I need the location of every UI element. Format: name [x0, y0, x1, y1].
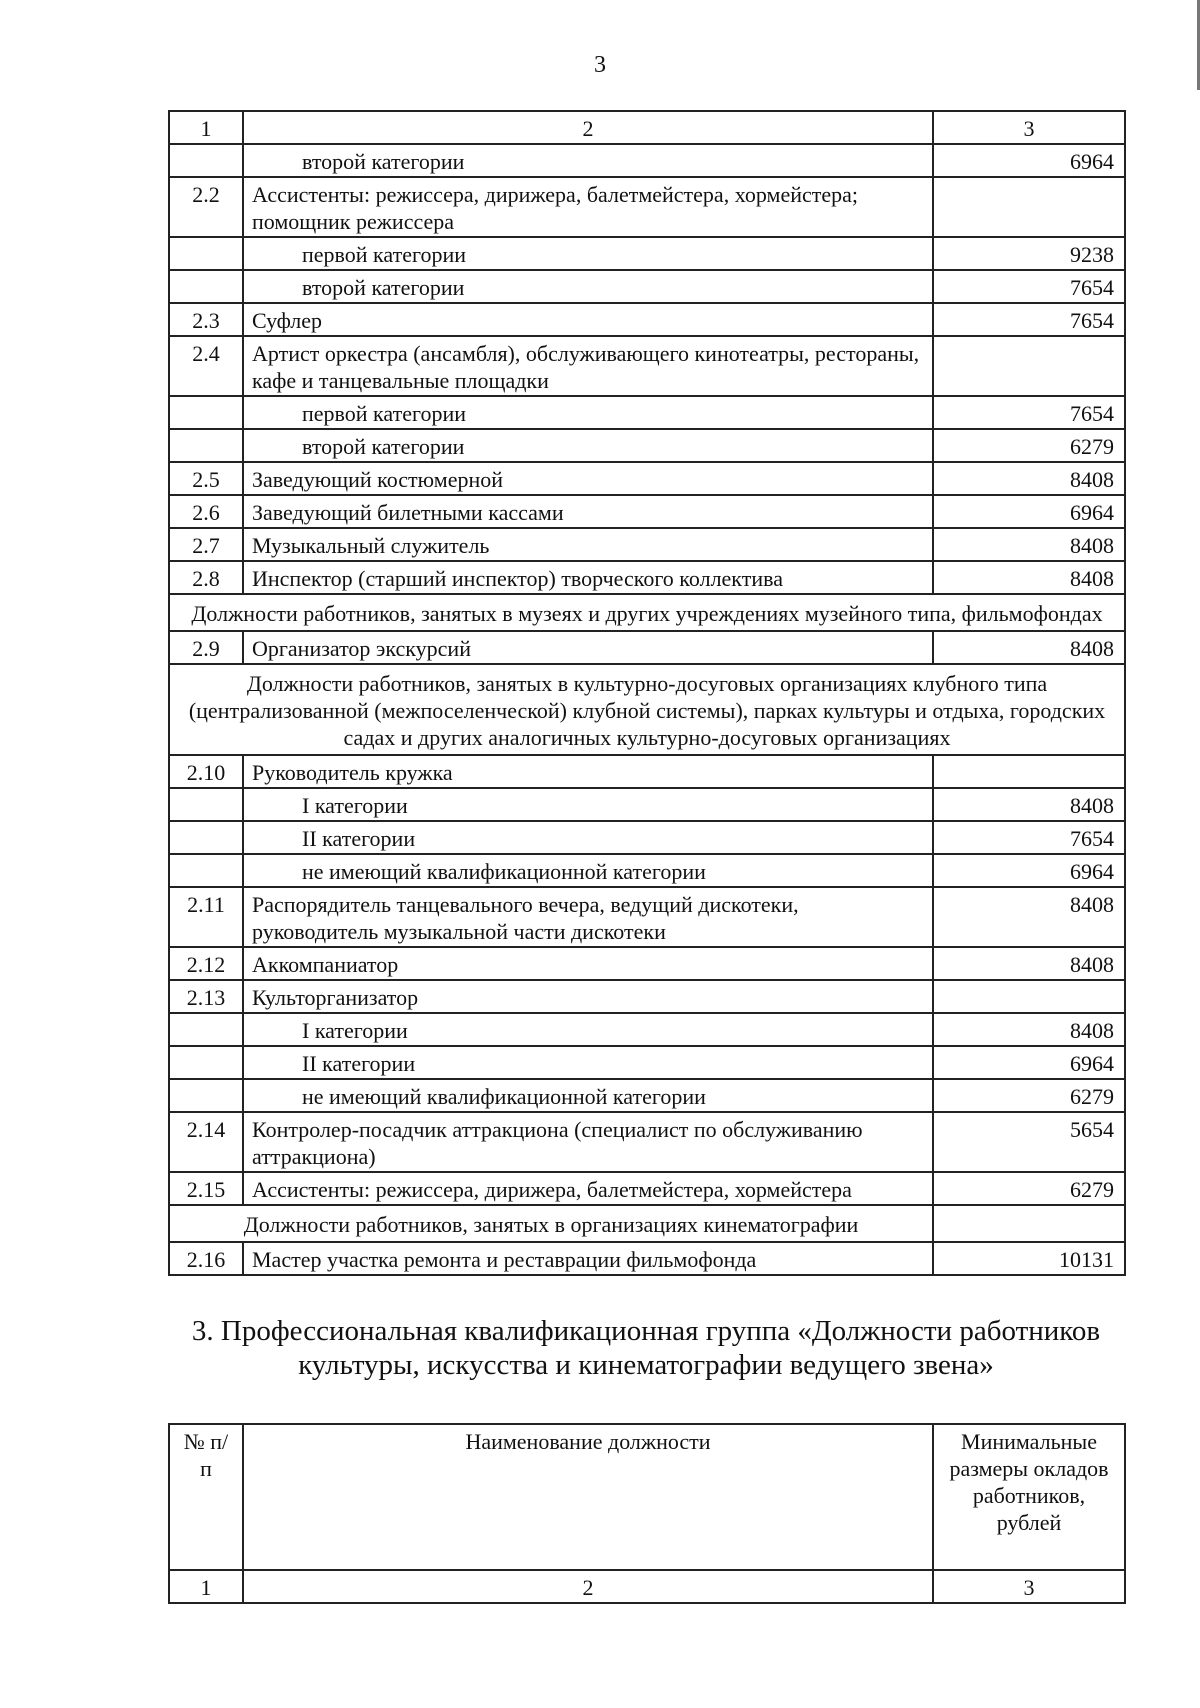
header-cell-name: 2: [243, 111, 933, 144]
salary-cell: 6279: [933, 1172, 1125, 1205]
salary-cell: 7654: [933, 821, 1125, 854]
table-row: [169, 980, 1125, 1013]
row-number: 2.14: [169, 1112, 243, 1172]
table-row: [169, 887, 1125, 947]
row-number: 2.12: [169, 947, 243, 980]
row-number: [169, 144, 243, 177]
position-name: второй категории: [243, 270, 933, 303]
header-cell-num: 1: [169, 111, 243, 144]
positions-table-body: [169, 111, 1125, 1275]
salary-cell: 8408: [933, 631, 1125, 664]
salary-cell: [933, 1205, 1125, 1242]
table-row: [169, 854, 1125, 887]
row-number: [169, 1013, 243, 1046]
table-row: [169, 495, 1125, 528]
row-number: [169, 429, 243, 462]
position-name: Инспектор (старший инспектор) творческого коллектива: [243, 561, 933, 594]
position-name: Аккомпаниатор: [243, 947, 933, 980]
row-number: 2.7: [169, 528, 243, 561]
row-number: 2.13: [169, 980, 243, 1013]
salary-cell: 10131: [933, 1242, 1125, 1275]
table-row: [169, 396, 1125, 429]
header-cell-min-salary: Минимальные размеры окладов работников, рублей: [933, 1424, 1125, 1570]
salary-cell: 8408: [933, 561, 1125, 594]
page-number: 3: [594, 52, 606, 78]
position-name: второй категории: [243, 429, 933, 462]
section-title: Должности работников, занятых в музеях и других учреждениях музейного типа, фильмофондах: [169, 594, 1125, 631]
section-header-row: [169, 1205, 1125, 1242]
section-title: Должности работников, занятых в культурно-досуговых организациях клубного типа (централизованной (межпоселенческой) клубной системы), парках культуры и отдыха, городских садах и других аналогичных культурно-досуговых организациях: [169, 664, 1125, 755]
salary-cell: 8408: [933, 788, 1125, 821]
header-cell-salary: 3: [933, 111, 1125, 144]
position-name: Организатор экскурсий: [243, 631, 933, 664]
table-header-row: [169, 111, 1125, 144]
salary-cell: 8408: [933, 462, 1125, 495]
position-name: Ассистенты: режиссера, дирижера, балетмейстера, хормейстера; помощник режиссера: [243, 177, 933, 237]
position-name: Заведующий билетными кассами: [243, 495, 933, 528]
section-header-row: [169, 664, 1125, 755]
salary-cell: 8408: [933, 947, 1125, 980]
row-number: [169, 821, 243, 854]
table-row: [169, 631, 1125, 664]
section-title: Должности работников, занятых в организациях кинематографии: [169, 1205, 933, 1242]
row-number: [169, 396, 243, 429]
table-row: [169, 788, 1125, 821]
table-row: [169, 947, 1125, 980]
salary-cell: 6964: [933, 854, 1125, 887]
position-name: II категории: [243, 1046, 933, 1079]
table-row: [169, 177, 1125, 237]
position-name: не имеющий квалификационной категории: [243, 1079, 933, 1112]
index-cell-1: 1: [169, 1570, 243, 1603]
table-row: [169, 1013, 1125, 1046]
table-row: [169, 462, 1125, 495]
table-row: [169, 237, 1125, 270]
section3-table: [168, 1423, 1126, 1604]
position-name: Музыкальный служитель: [243, 528, 933, 561]
position-name: первой категории: [243, 237, 933, 270]
salary-cell: 7654: [933, 303, 1125, 336]
salary-cell: 6964: [933, 144, 1125, 177]
positions-table: [168, 110, 1126, 1276]
salary-cell: 5654: [933, 1112, 1125, 1172]
row-number: 2.2: [169, 177, 243, 237]
table-row: [169, 336, 1125, 396]
salary-cell: 6279: [933, 1079, 1125, 1112]
position-name: Артист оркестра (ансамбля), обслуживающего кинотеатры, рестораны, кафе и танцевальные площадки: [243, 336, 933, 396]
section3-heading: 3. Профессиональная квалификационная группа «Должности работников культуры, искусства и кинематографии ведущего звена»: [191, 1315, 1101, 1381]
index-cell-3: 3: [933, 1570, 1125, 1603]
salary-cell: [933, 980, 1125, 1013]
position-name: Контролер-посадчик аттракциона (специалист по обслуживанию аттракциона): [243, 1112, 933, 1172]
row-number: [169, 1079, 243, 1112]
position-name: второй категории: [243, 144, 933, 177]
section3-header-row: [169, 1424, 1125, 1570]
row-number: 2.15: [169, 1172, 243, 1205]
salary-cell: 6964: [933, 495, 1125, 528]
row-number: 2.11: [169, 887, 243, 947]
section3-index-row: [169, 1570, 1125, 1603]
position-name: Ассистенты: режиссера, дирижера, балетмейстера, хормейстера: [243, 1172, 933, 1205]
salary-cell: 8408: [933, 887, 1125, 947]
row-number: 2.6: [169, 495, 243, 528]
salary-cell: [933, 177, 1125, 237]
salary-cell: [933, 755, 1125, 788]
section-header-row: [169, 594, 1125, 631]
row-number: 2.5: [169, 462, 243, 495]
table-row: [169, 528, 1125, 561]
position-name: I категории: [243, 788, 933, 821]
row-number: 2.4: [169, 336, 243, 396]
position-name: Мастер участка ремонта и реставрации фильмофонда: [243, 1242, 933, 1275]
row-number: [169, 270, 243, 303]
salary-cell: 9238: [933, 237, 1125, 270]
table-row: [169, 1079, 1125, 1112]
position-name: II категории: [243, 821, 933, 854]
table-row: [169, 429, 1125, 462]
position-name: Культорганизатор: [243, 980, 933, 1013]
table-row: [169, 561, 1125, 594]
table-row: [169, 755, 1125, 788]
salary-cell: 6279: [933, 429, 1125, 462]
salary-cell: 8408: [933, 528, 1125, 561]
row-number: [169, 854, 243, 887]
table-row: [169, 821, 1125, 854]
table-row: [169, 1046, 1125, 1079]
salary-cell: [933, 336, 1125, 396]
header-cell-number: № п/п: [169, 1424, 243, 1570]
row-number: 2.9: [169, 631, 243, 664]
index-cell-2: 2: [243, 1570, 933, 1603]
row-number: 2.3: [169, 303, 243, 336]
table-row: [169, 144, 1125, 177]
table-row: [169, 1242, 1125, 1275]
table-row: [169, 1172, 1125, 1205]
position-name: Распорядитель танцевального вечера, ведущий дискотеки, руководитель музыкальной части дискотеки: [243, 887, 933, 947]
salary-cell: 7654: [933, 396, 1125, 429]
position-name: первой категории: [243, 396, 933, 429]
row-number: 2.16: [169, 1242, 243, 1275]
position-name: I категории: [243, 1013, 933, 1046]
position-name: Руководитель кружка: [243, 755, 933, 788]
salary-cell: 8408: [933, 1013, 1125, 1046]
header-cell-position-name: Наименование должности: [243, 1424, 933, 1570]
salary-cell: 7654: [933, 270, 1125, 303]
table-row: [169, 1112, 1125, 1172]
table-row: [169, 270, 1125, 303]
row-number: [169, 1046, 243, 1079]
row-number: 2.10: [169, 755, 243, 788]
position-name: Суфлер: [243, 303, 933, 336]
row-number: [169, 237, 243, 270]
position-name: Заведующий костюмерной: [243, 462, 933, 495]
salary-cell: 6964: [933, 1046, 1125, 1079]
row-number: [169, 788, 243, 821]
row-number: 2.8: [169, 561, 243, 594]
position-name: не имеющий квалификационной категории: [243, 854, 933, 887]
table-row: [169, 303, 1125, 336]
